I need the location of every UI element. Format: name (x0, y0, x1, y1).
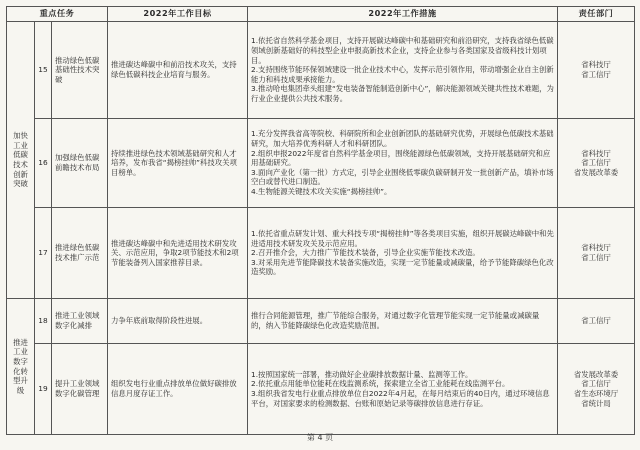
measure-item: 1.依托省自然科学基金项目，支持开展碳达峰碳中和基础研究和前沿研究，支持我省绿色低碳领域创新基础好的科技型企业申报高新技术企业，支持企业参与各类国家及省级科技计划项目。 (251, 36, 554, 65)
measure-item: 1.依托省重点研发计划、重大科技专项“揭榜挂帅”等各类项目实施，组织开展碳达峰碳中和先进适用技术研发攻关及示范应用。 (251, 229, 554, 248)
measure-item: 3.面向产业化（第一批）方式定，引导企业围绕低零碳负碳研制开发一批创新产品，填补市场空白或替代进口制造。 (251, 167, 554, 187)
row-number: 16 (35, 119, 52, 208)
measure-cell (248, 22, 558, 119)
header-task: 重点任务 (7, 7, 108, 22)
measure-item: 2.依托重点用能单位能耗在线监测系统，探索建立全省工业能耗在线监测平台。 (251, 379, 510, 389)
measure-item: 2.召开推介会，大力推广节能技术装备，引导企业实施节能技术改造。 (251, 248, 480, 258)
goal-text: 持续推进绿色技术领域基础研究和人才培养，发布我省“揭榜挂帅”科技攻关项目榜单。 (108, 119, 248, 208)
page-number: 第 4 页 (306, 433, 334, 442)
row-number: 19 (35, 344, 52, 435)
document-page (6, 6, 634, 435)
table-row (7, 344, 635, 435)
measure-cell (248, 299, 558, 344)
goal-text: 推进碳达峰碳中和前沿技术攻关，支持绿色低碳科技企业培育与服务。 (108, 22, 248, 119)
measure-item: 4.生物能源关键技术攻关实施“揭榜挂帅”。 (251, 186, 392, 196)
goal-text: 力争年底前取得阶段性进展。 (108, 299, 248, 344)
measure-item: 3.组织我省发电行业重点排放单位自2022年4月起，在每月结束后的40日内，通过环境信息平台，对国家要求的检测数据、台账和原始记录等碳排放信息进行存证。 (251, 389, 550, 408)
table-row (7, 119, 635, 208)
measure-item: 3.对采用先进节能降碳技术装备实施改造，实现一定节能量或减碳量，给予节能降碳绿色化改造奖励。 (251, 257, 554, 277)
row-number: 17 (35, 208, 52, 299)
dept-text: 省发展改革委 省工信厅 省生态环境厅 省统计局 (573, 369, 619, 408)
dept-cell (558, 208, 635, 299)
dept-cell (558, 344, 635, 435)
task-name: 加强绿色低碳前瞻技术布局 (52, 119, 108, 208)
measure-item: 3.推动哈电集团牵头组建“发电装备智能制造创新中心”，解决能源领域关键共性技术难题，为行业企业提供公共技术服务。 (251, 84, 554, 103)
task-name: 推进绿色低碳技术推广示范 (52, 208, 108, 299)
measure-cell (248, 208, 558, 299)
measure-item: 1.按照国家统一部署，推动做好企业碳排放数据计量、监测等工作。 (251, 369, 473, 379)
table-header-row (7, 7, 635, 22)
header-dept: 责任部门 (558, 7, 635, 22)
dept-text: 省科技厅 省工信厅 省发展改革委 (573, 148, 619, 177)
table-row (7, 22, 635, 119)
row-number: 18 (35, 299, 52, 344)
task-table (6, 6, 635, 435)
category-cell: 加快工业低碳技术创新突破 (7, 22, 35, 299)
task-name: 推动绿色低碳基础性技术突破 (52, 22, 108, 119)
measure-cell (248, 119, 558, 208)
goal-text: 推进碳达峰碳中和先进适用技术研发攻关、示范应用，争取2项节能技术和2项节能装备列入国家推荐目录。 (108, 208, 248, 299)
dept-cell (558, 22, 635, 119)
measure-item: 2.组织申报2022年度省自然科学基金项目，围绕能源绿色低碳领域，支持开展基础研究和应用基础研究。 (251, 148, 551, 168)
header-measure: 2022年工作措施 (248, 7, 558, 22)
dept-cell (558, 119, 635, 208)
header-goal: 2022年工作目标 (108, 7, 248, 22)
measure-cell (248, 344, 558, 435)
table-row (7, 208, 635, 299)
table-row (7, 299, 635, 344)
measure-item: 推行合同能源管理，推广节能综合服务，对通过数字化管理节能实现一定节能量或减碳量的，纳入节能降碳绿色化改造奖励范围。 (251, 311, 540, 330)
dept-text: 省科技厅 省工信厅 (581, 243, 611, 262)
dept-text: 省工信厅 (581, 316, 611, 326)
measure-item: 2.支持围绕节能环保领域建设一批企业技术中心，发挥示范引领作用，带动增强企业自主创新能力和科技成果承接能力。 (251, 65, 554, 84)
row-number: 15 (35, 22, 52, 119)
goal-text: 组织发电行业重点排放单位做好碳排放信息月度存证工作。 (108, 344, 248, 435)
dept-text: 省科技厅 省工信厅 (581, 60, 611, 79)
task-name: 推进工业领域数字化减排 (52, 299, 108, 344)
task-name: 提升工业领域数字化碳管理 (52, 344, 108, 435)
dept-cell (558, 299, 635, 344)
category-cell: 推进工业数字化转型升级 (7, 299, 35, 435)
measure-item: 1.充分发挥我省高等院校、科研院所和企业创新团队的基础研究优势，开展绿色低碳技术基础研究，加大培养优秀科研人才和科研团队。 (251, 129, 554, 149)
